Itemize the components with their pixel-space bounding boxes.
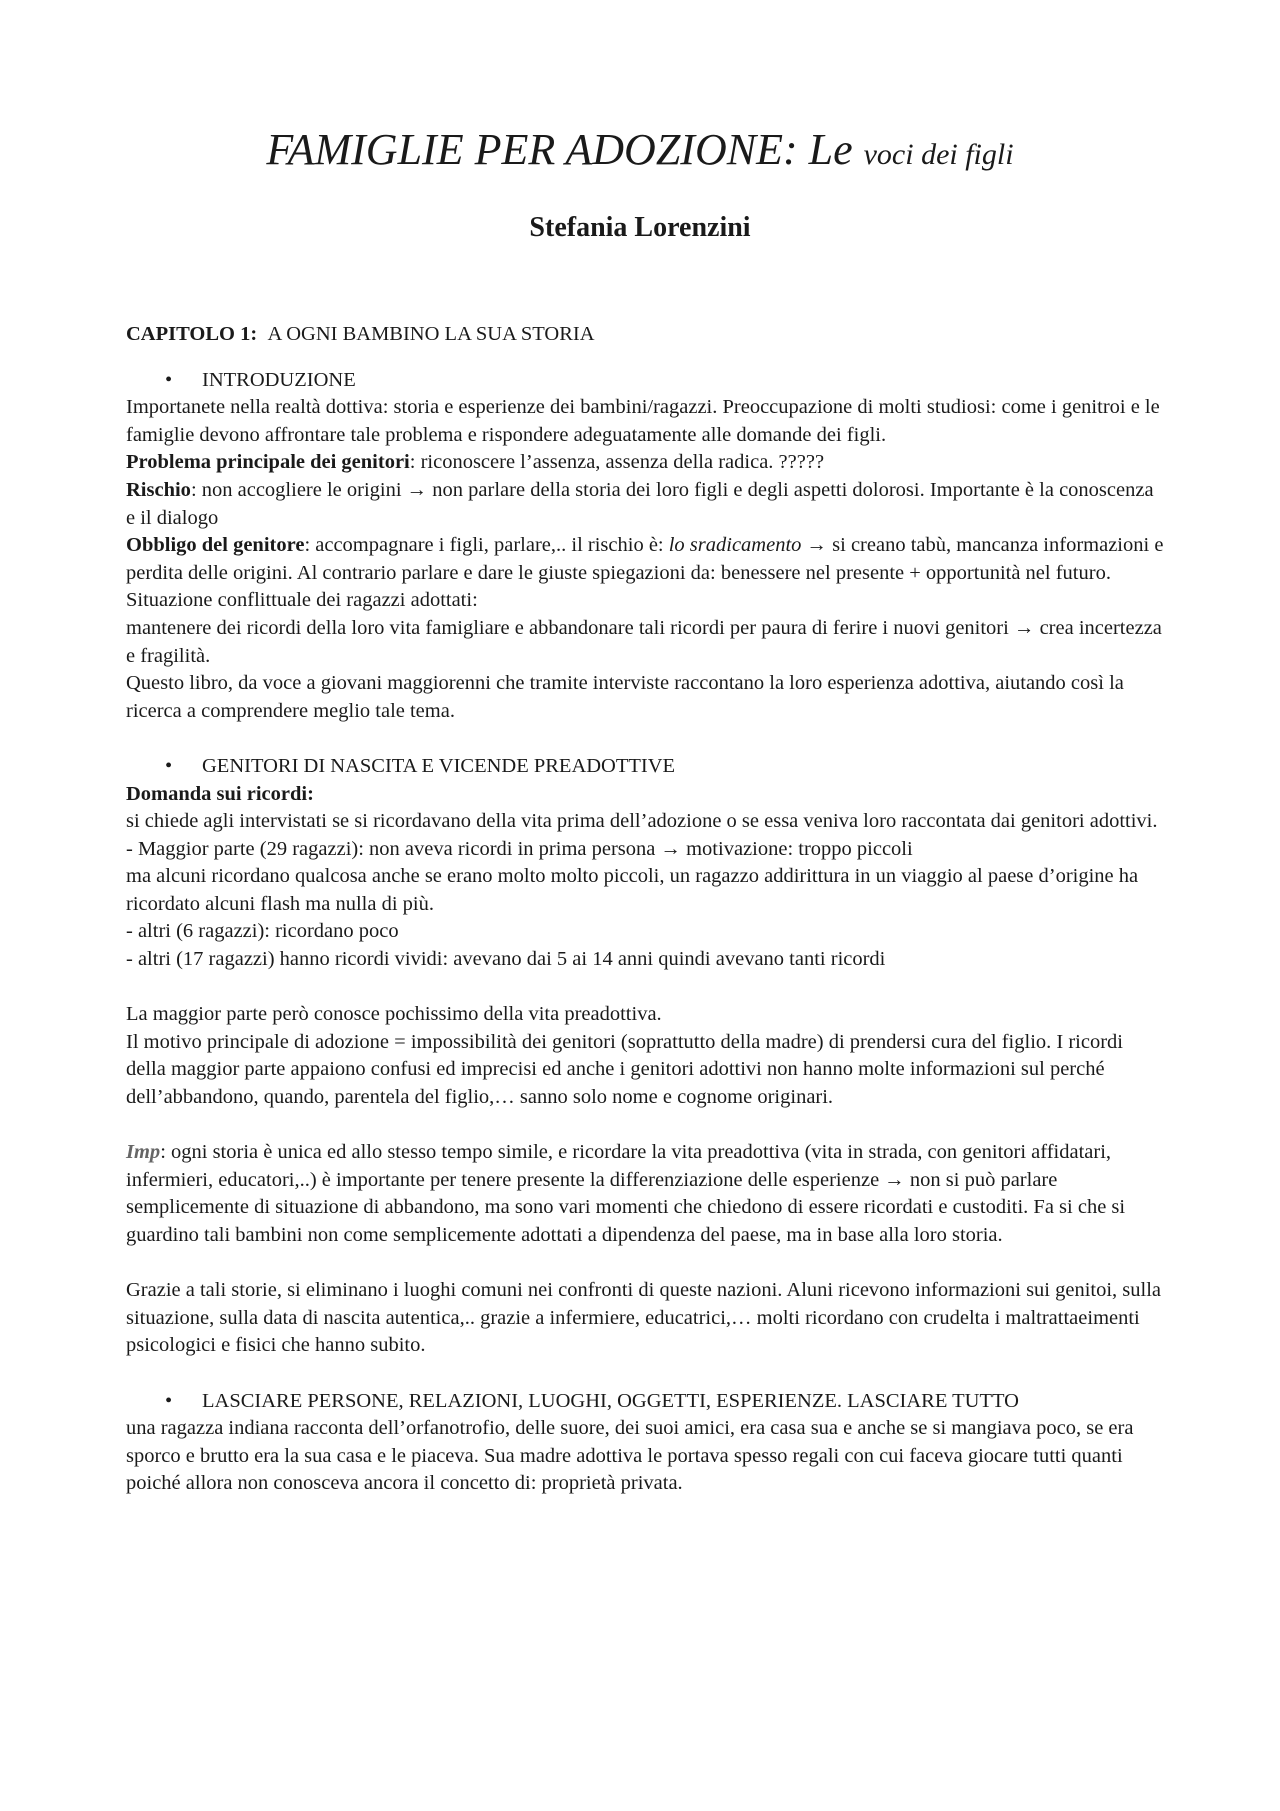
section-heading-introduzione (126, 367, 1166, 395)
title-main: FAMIGLIE PER ADOZIONE: Le (266, 125, 853, 174)
section-heading-genitori (126, 753, 1166, 781)
paragraph-text: : accompagnare i figli, parlare,.. il rischio è: (304, 534, 669, 557)
section-heading-text: INTRODUZIONE (202, 368, 356, 391)
spacer (126, 974, 1166, 1002)
paragraph (126, 477, 1166, 532)
paragraph: Importanete nella realtà dottiva: storia e esperienze dei bambini/ragazzi. Preoccupazione di molti studiosi: come i genitroi e le famiglie devono affrontare tale problema e rispondere adeguatamente alle domande dei figli. (126, 396, 1160, 446)
chapter-heading (126, 321, 1166, 349)
bullet-icon: • (165, 1389, 173, 1412)
spacer (126, 725, 1166, 753)
spacer (126, 1360, 1166, 1388)
paragraph: una ragazza indiana racconta dell’orfanotrofio, delle suore, dei suoi amici, era casa sua e anche se si mangiava poco, se era sporco e brutto era la sua casa e le piaceva. Sua madre adottiva le portava spesso regali con cui faceva giocare tutti quanti poiché allora non conosceva ancora il concetto di: proprietà privata. (126, 1417, 1134, 1495)
paragraph: Situazione conflittuale dei ragazzi adottati: (126, 589, 478, 612)
term-label: Obbligo del genitore (126, 534, 305, 557)
bullet-icon: • (165, 754, 173, 777)
section-heading-text: GENITORI DI NASCITA E VICENDE PREADOTTIVE (202, 754, 676, 777)
paragraph: La maggior parte però conosce pochissimo della vita preadottiva. (126, 1003, 662, 1026)
paragraph (126, 449, 1166, 477)
paragraph: mantenere dei ricordi della loro vita famigliare e abbandonare tali ricordi per paura di ferire i nuovi genitori → crea incertezza e fragilità. (126, 616, 1162, 667)
subheading (126, 781, 1166, 809)
paragraph: - Maggior parte (29 ragazzi): non aveva ricordi in prima persona → motivazione: troppo piccoli (126, 837, 913, 860)
paragraph-text: : non accogliere le origini → non parlare della storia dei loro figli e degli aspetti dolorosi. Importante è la conoscenza e il dialogo (126, 478, 1154, 529)
bullet-icon: • (165, 368, 173, 391)
term-label: Problema principale dei genitori (126, 451, 410, 474)
paragraph: ma alcuni ricordano qualcosa anche se erano molto molto piccoli, un ragazzo addirittura in un viaggio al paese d’origine ha ricordato alcuni flash ma nulla di più. (126, 865, 1139, 915)
chapter-title: A OGNI BAMBINO LA SUA STORIA (267, 323, 595, 345)
paragraph-text: → si creano tabù, mancanza informazioni e perdita delle origini. Al contrario parlare e dare le giuste spiegazioni da: benessere nel presente + opportunità nel futuro. (126, 534, 1164, 584)
subheading-text: Domanda sui ricordi: (126, 782, 314, 805)
paragraph (126, 532, 1166, 587)
author-name: Stefania Lorenzini (529, 212, 751, 243)
emphasis-text: lo sradicamento (668, 534, 802, 557)
title-small: voci dei figli (863, 138, 1014, 171)
document-title (0, 122, 1280, 183)
term-label: Rischio (126, 478, 191, 501)
paragraph-text: : riconoscere l’assenza, assenza della radica. ????? (409, 451, 825, 474)
section-heading-text: LASCIARE PERSONE, RELAZIONI, LUOGHI, OGGETTI, ESPERIENZE. LASCIARE TUTTO (202, 1389, 1019, 1412)
paragraph: Grazie a tali storie, si eliminano i luoghi comuni nei confronti di queste nazioni. Aluni ricevono informazioni sui genitoi, sulla situazione, sulla data di nascita autentica,.. grazie a infermiere, educatrici,… molti ricordano con crudelta i maltrattaeimenti psicologici e fisici che hanno subito. (126, 1279, 1162, 1357)
paragraph: Questo libro, da voce a giovani maggiorenni che tramite interviste raccontano la loro esperienza adottiva, aiutando così la ricerca a comprendere meglio tale tema. (126, 672, 1124, 722)
paragraph: si chiede agli intervistati se si ricordavano della vita prima dell’adozione o se essa veniva loro raccontata dai genitori adottivi. (126, 810, 1158, 833)
paragraph (126, 1139, 1166, 1249)
paragraph: - altri (17 ragazzi) hanno ricordi vividi: avevano dai 5 ai 14 anni quindi avevano tanti ricordi (126, 948, 886, 971)
document-body (126, 321, 1166, 1498)
chapter-label: CAPITOLO 1: (126, 323, 258, 345)
spacer (126, 1112, 1166, 1140)
paragraph-text: : ogni storia è unica ed allo stesso tempo simile, e ricordare la vita preadottiva (vita in strada, con genitori affidatari, infermieri, educatori,..) è importante per tenere presente la differenziazione delle esperienze → non si può parlare semplicemente di situazione di abbandono, ma sono vari momenti che chiedono di essere ricordati e custoditi. Fa si che si guardino tali bambini non come semplicemente adottati a dipendenza del paese, ma in base alla loro storia. (126, 1141, 1126, 1246)
paragraph: Il motivo principale di adozione = impossibilità dei genitori (soprattutto della madre) di prendersi cura del figlio. I ricordi della maggior parte appaiono confusi ed imprecisi ed anche i genitori adottivi non hanno molte informazioni sul perché dell’abbandono, quando, parentela del figlio,… sanno solo nome e cognome originari. (126, 1030, 1123, 1109)
spacer (126, 1250, 1166, 1278)
paragraph: - altri (6 ragazzi): ricordano poco (126, 920, 399, 943)
section-heading-lasciare (126, 1388, 1166, 1416)
imp-label: Imp (126, 1141, 161, 1164)
